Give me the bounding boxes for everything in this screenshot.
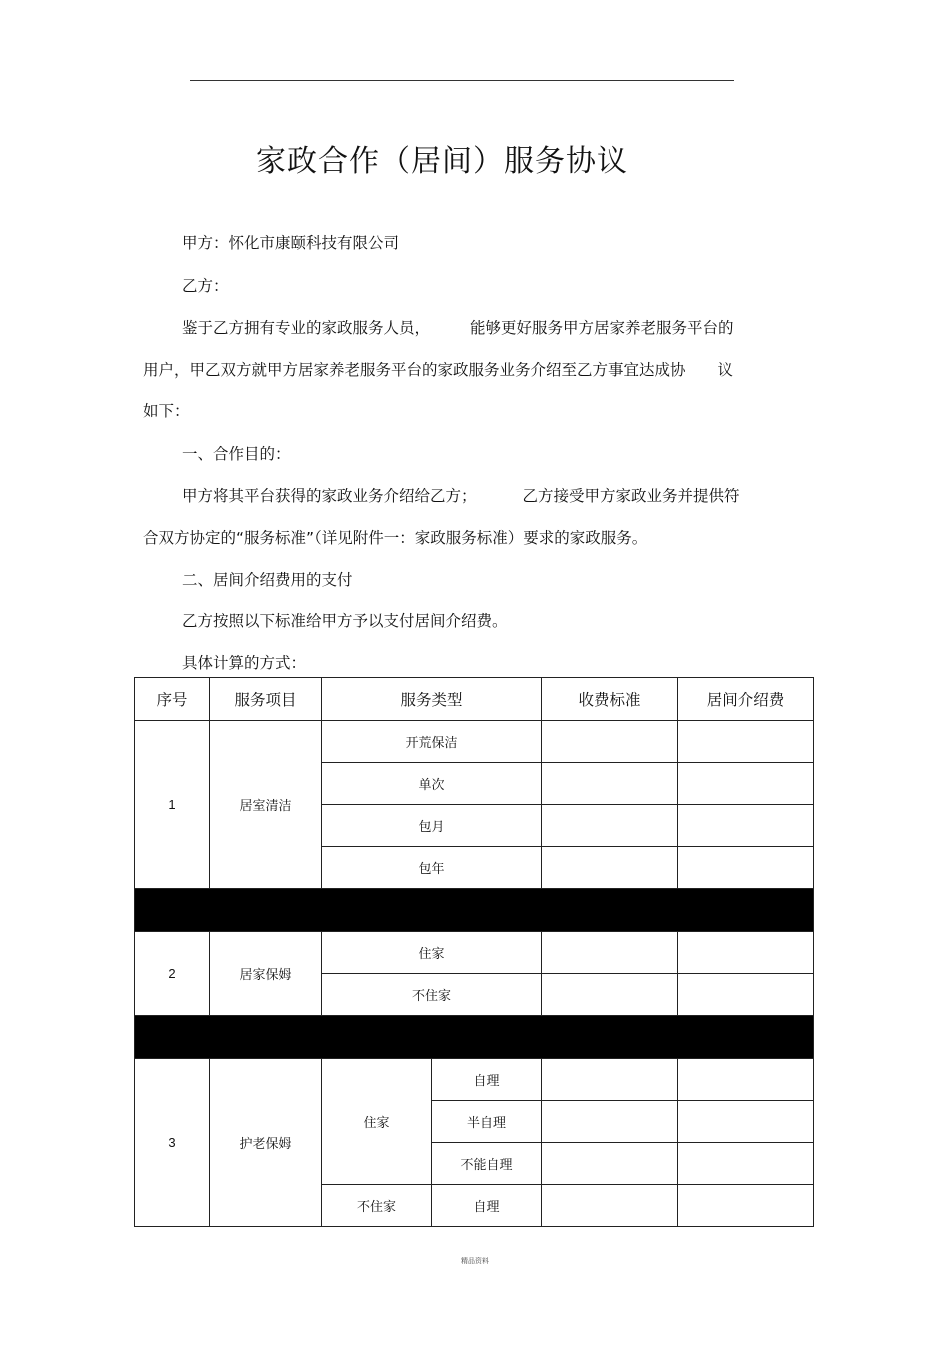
black-bar [135, 1016, 814, 1059]
header-fee-standard: 收费标准 [542, 678, 678, 721]
type-cell: 自理 [432, 1185, 542, 1227]
fee-standard-cell [542, 932, 678, 974]
type-cell: 住家 [322, 932, 542, 974]
referral-fee-cell [678, 932, 814, 974]
fee-standard-cell [542, 721, 678, 763]
header-referral-fee: 居间介绍费 [678, 678, 814, 721]
fee-standard-cell [542, 1101, 678, 1143]
intro-line-1 [182, 316, 734, 338]
intro-line-1-part-a: 鉴于乙方拥有专业的家政服务人员， [182, 319, 431, 337]
fee-table [134, 677, 814, 1227]
intro-line-2 [143, 358, 733, 380]
black-separator-row [135, 1016, 814, 1059]
section-1-heading: 一、合作目的： [182, 445, 291, 463]
subtype-live-in: 住家 [322, 1059, 432, 1185]
intro-line-1-part-b: 能够更好服务甲方居家养老服务平台的 [470, 319, 734, 337]
row-no-3: 3 [135, 1059, 210, 1227]
section-1-line-2: 合双方协定的“服务标准”（详见附件一：家政服务标准）要求的家政服务。 [143, 529, 648, 547]
header-rule [190, 80, 734, 81]
fee-standard-cell [542, 763, 678, 805]
black-bar [135, 889, 814, 932]
type-cell: 半自理 [432, 1101, 542, 1143]
type-cell: 自理 [432, 1059, 542, 1101]
fee-standard-cell [542, 1185, 678, 1227]
party-b-line: 乙方： [182, 277, 229, 295]
black-separator-row [135, 889, 814, 932]
type-cell: 开荒保洁 [322, 721, 542, 763]
party-a-line: 甲方：怀化市康颐科技有限公司 [182, 234, 400, 252]
fee-standard-cell [542, 974, 678, 1016]
referral-fee-cell [678, 1143, 814, 1185]
section-1-line-1-part-b: 乙方接受甲方家政业务并提供符 [522, 487, 740, 505]
intro-line-2-part-a: 用户，甲乙双方就甲方居家养老服务平台的家政服务业务介绍至乙方事宜达成协 [143, 361, 686, 379]
type-cell: 单次 [322, 763, 542, 805]
section-2-line-2: 具体计算的方式： [182, 654, 307, 672]
referral-fee-cell [678, 763, 814, 805]
referral-fee-cell [678, 974, 814, 1016]
table-row [135, 932, 814, 974]
row-no-1: 1 [135, 721, 210, 889]
section-2-heading: 二、居间介绍费用的支付 [182, 571, 353, 589]
referral-fee-cell [678, 721, 814, 763]
section-1-line-1-part-a: 甲方将其平台获得的家政业务介绍给乙方； [182, 487, 477, 505]
type-cell: 包月 [322, 805, 542, 847]
fee-standard-cell [542, 1059, 678, 1101]
referral-fee-cell [678, 847, 814, 889]
intro-line-3: 如下： [143, 402, 190, 420]
referral-fee-cell [678, 1185, 814, 1227]
header-item: 服务项目 [210, 678, 322, 721]
row-no-2: 2 [135, 932, 210, 1016]
document-title: 家政合作（居间）服务协议 [256, 144, 628, 179]
fee-standard-cell [542, 805, 678, 847]
table-header-row [135, 678, 814, 721]
type-cell: 包年 [322, 847, 542, 889]
row-item-housekeeper: 居家保姆 [210, 932, 322, 1016]
header-type: 服务类型 [322, 678, 542, 721]
header-no: 序号 [135, 678, 210, 721]
table-row [135, 721, 814, 763]
referral-fee-cell [678, 1059, 814, 1101]
intro-line-2-part-b: 议 [717, 361, 734, 379]
fee-standard-cell [542, 1143, 678, 1185]
row-item-cleaning: 居室清洁 [210, 721, 322, 889]
row-item-elder-care: 护老保姆 [210, 1059, 322, 1227]
page-footer: 精品资料 [461, 1257, 489, 1265]
fee-standard-cell [542, 847, 678, 889]
section-2-line-1: 乙方按照以下标准给甲方予以支付居间介绍费。 [182, 612, 508, 630]
referral-fee-cell [678, 1101, 814, 1143]
type-cell: 不住家 [322, 974, 542, 1016]
referral-fee-cell [678, 805, 814, 847]
table-row [135, 1059, 814, 1101]
subtype-live-out: 不住家 [322, 1185, 432, 1227]
type-cell: 不能自理 [432, 1143, 542, 1185]
section-1-line-1 [182, 484, 740, 506]
